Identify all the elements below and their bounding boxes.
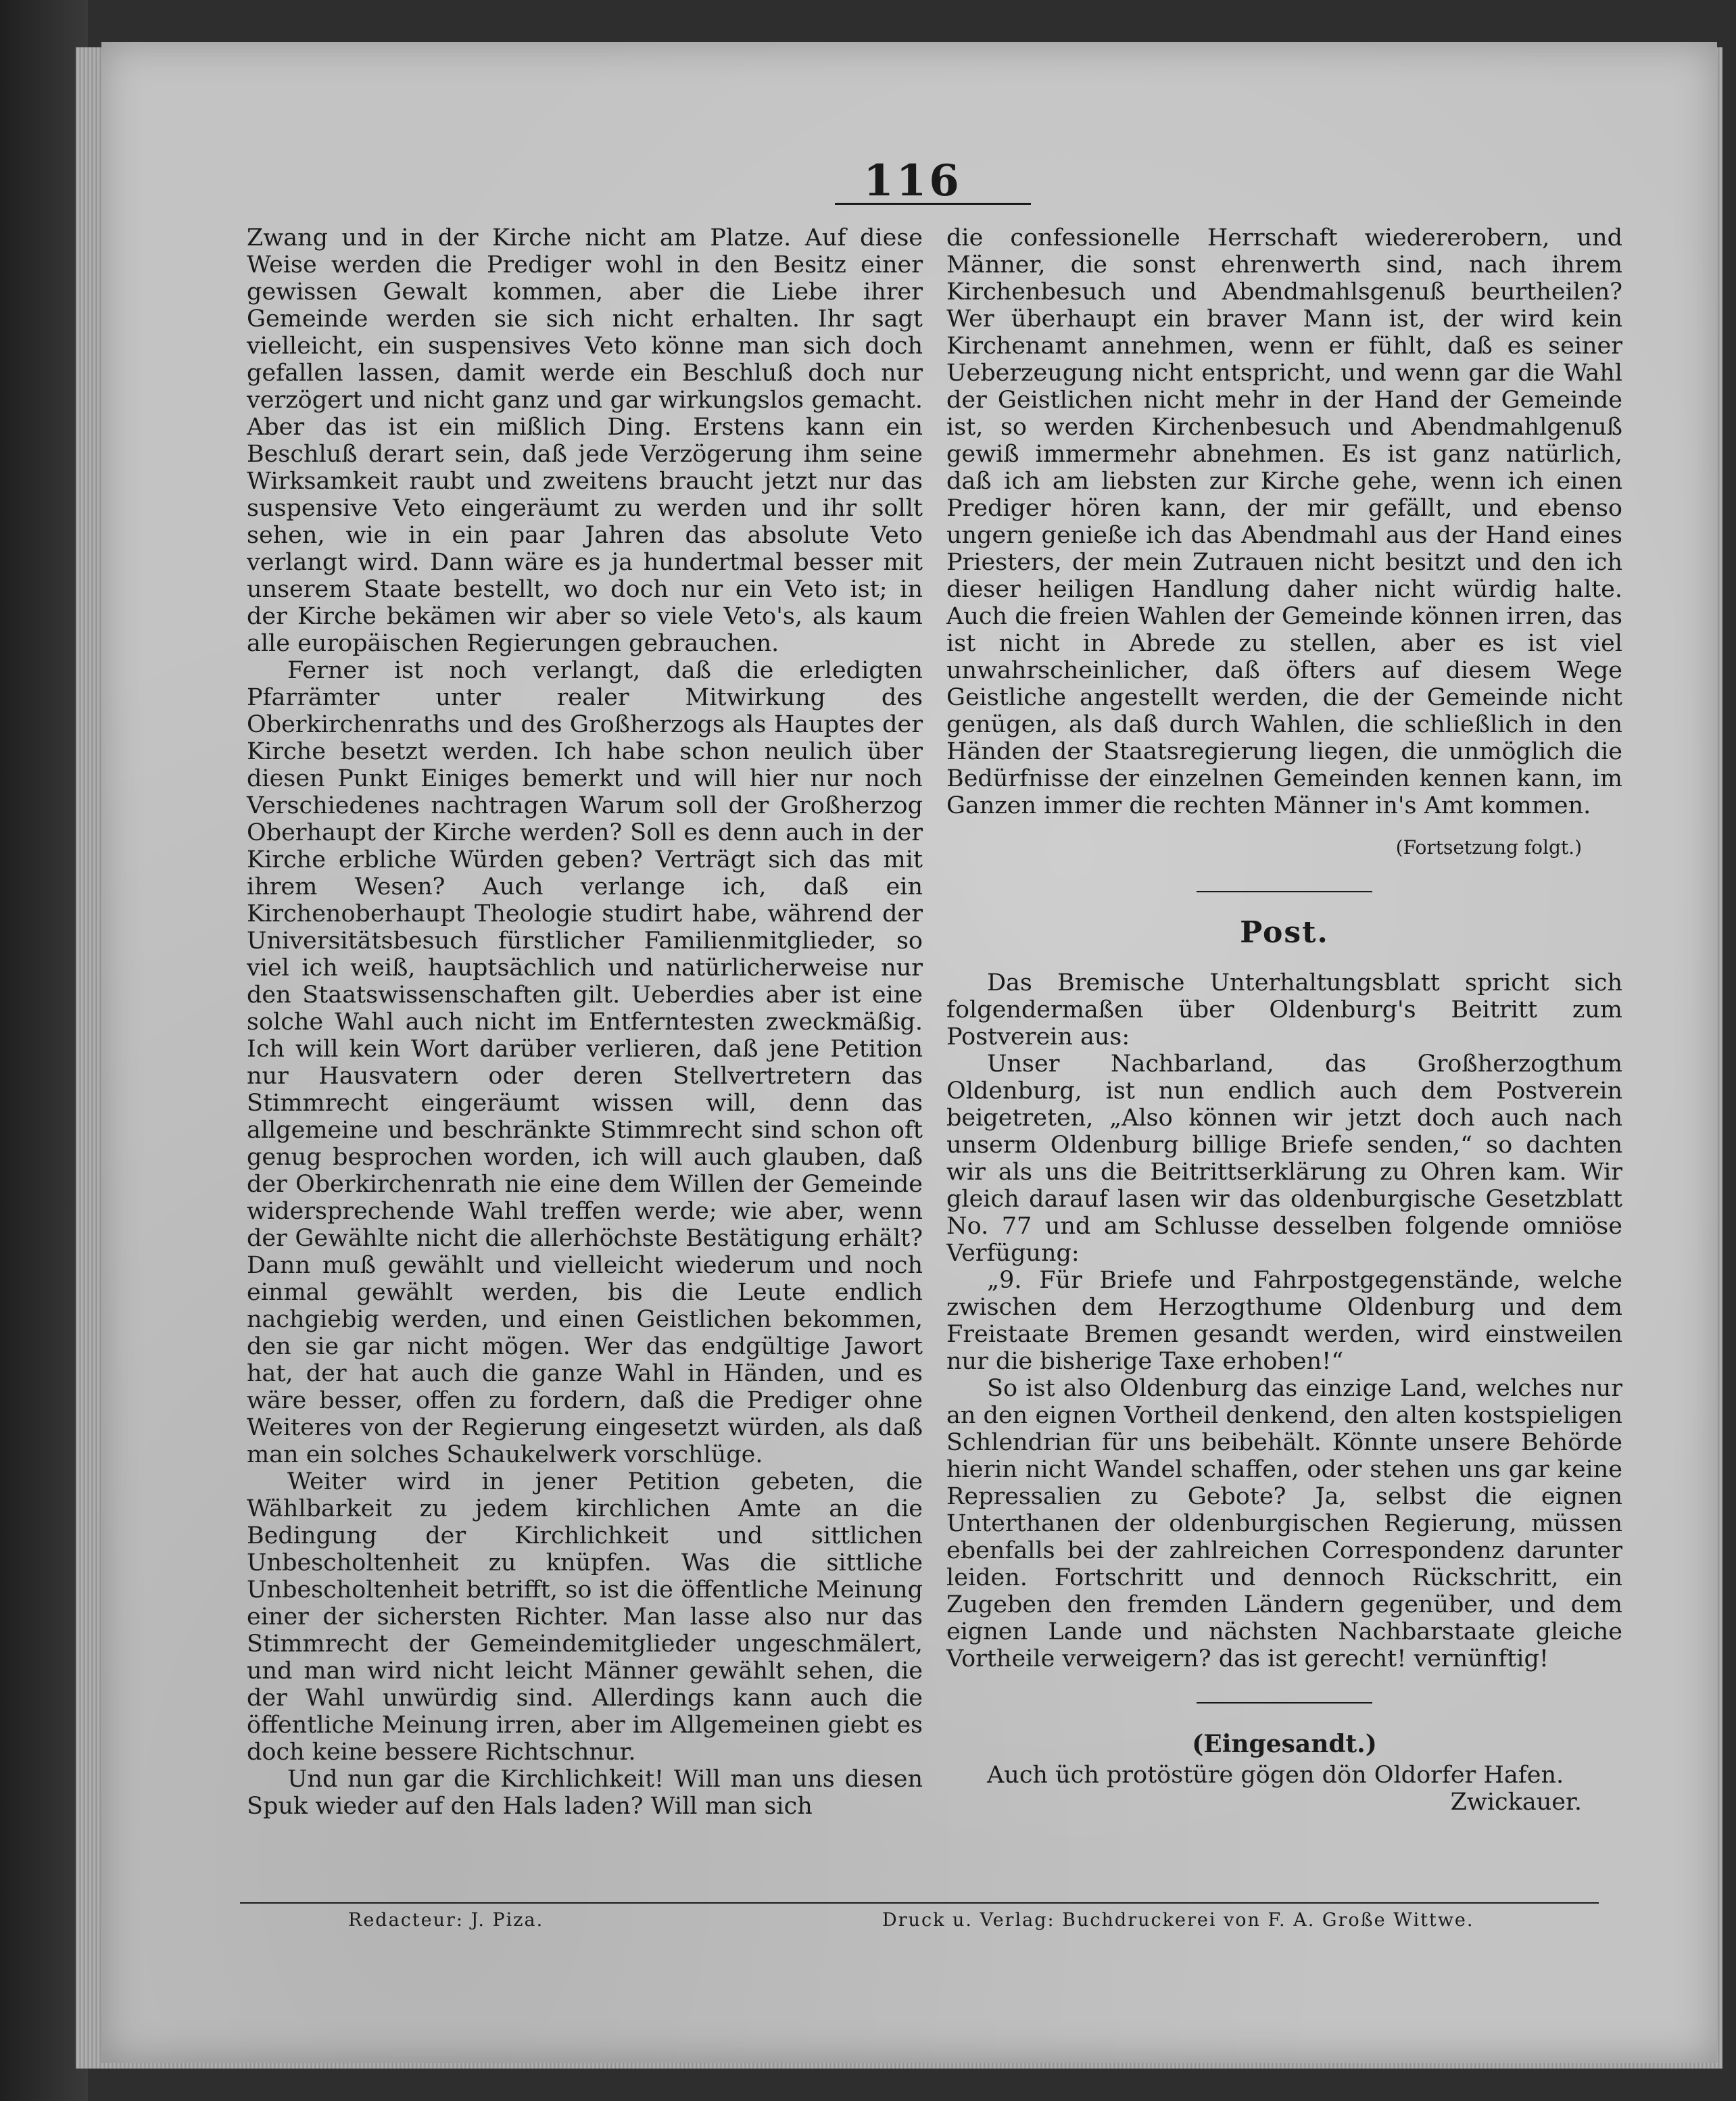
header-rule	[835, 203, 1031, 205]
eingesandt-text: Auch üch protöstüre gögen dön Oldorfer Hafen.	[987, 1762, 1564, 1789]
editor-credit: Redacteur: J. Piza.	[348, 1910, 544, 1931]
left-paragraph: Und nun gar die Kirchlichkeit! Will man uns diesen Spuk wieder auf den Hals laden? Will man sich	[247, 1766, 923, 1820]
post-paragraph: Unser Nachbarland, das Großherzogthum Oldenburg, ist nun endlich auch dem Postverein beigetreten, „Also können wir jetzt doch auch nach unserm Oldenburg billige Briefe senden,“ so dachten wir als uns die Beitrittserklärung zu Ohren kam. Wir gleich darauf lasen wir das oldenburgische Gesetzblatt No. 77 und am Schlusse desselben folgende omniöse Verfügung:	[946, 1050, 1622, 1267]
newspaper-page	[101, 42, 1717, 2063]
publisher-credit: Druck u. Verlag: Buchdruckerei von F. A. Große Wittwe.	[882, 1910, 1474, 1931]
right-paragraph-continuation: die confessionelle Herrschaft wiedererobern, und Männer, die sonst ehrenwerth sind, nach ihrem Kirchenbesuch und Abendmahlsgenuß beurtheilen? Wer überhaupt ein braver Mann ist, der wird kein Kirchenamt annehmen, wenn er fühlt, daß es seiner Ueberzeugung nicht entspricht, und wenn gar die Wahl der Geistlichen nicht mehr in der Hand der Gemeinde ist, so werden Kirchenbesuch und Abendmahlgenuß gewiß immermehr abnehmen. Es ist ganz natürlich, daß ich am liebsten zur Kirche gehe, wenn ich einen Prediger hören kann, der mir gefällt, und ebenso ungern genieße ich das Abendmahl aus der Hand eines Priesters, der mein Zutrauen nicht besitzt und den ich dieser heiligen Handlung daher nicht würdig halte. Auch die freien Wahlen der Gemeinde können irren, das ist nicht in Abrede zu stellen, aber es ist viel unwahrscheinlicher, daß öfters auf diesem Wege Geistliche angestellt werden, die der Gemeinde nicht genügen, als daß durch Wahlen, die schließlich in den Händen der Staatsregierung liegen, die unmöglich die Bedürfnisse der einzelnen Gemeinden kennen kann, im Ganzen immer die rechten Männer in's Amt kommen.	[946, 224, 1622, 819]
post-paragraph: So ist also Oldenburg das einzige Land, welches nur an den eignen Vortheil denkend, den alten kostspieligen Schlendrian für uns beibehält. Könnte unsere Behörde hierin nicht Wandel schaffen, oder stehen uns gar keine Repressalien zu Gebote? Ja, selbst die eignen Unterthanen der oldenburgischen Regierung, müssen ebenfalls bei der zahlreichen Correspondenz darunter leiden. Fortschritt und dennoch Rückschritt, ein Zugeben den fremden Ländern gegenüber, und dem eignen Lande und nächsten Nachbarstaate gleiche Vortheile verweigern? das ist gerecht! vernünftig!	[946, 1375, 1622, 1672]
left-column	[247, 224, 923, 1820]
post-article	[946, 969, 1622, 1672]
left-paragraph: Zwang und in der Kirche nicht am Platze. Auf diese Weise werden die Prediger wohl in den Besitz einer gewissen Gewalt kommen, aber die Liebe ihrer Gemeinde werden sie sich nicht erhalten. Ihr sagt vielleicht, ein suspensives Veto könne man sich doch gefallen lassen, damit werde ein Beschluß doch nur verzögert und nicht ganz und gar wirkungslos gemacht. Aber das ist ein mißlich Ding. Erstens kann ein Beschluß derart sein, daß jede Verzögerung ihm seine Wirksamkeit raubt und zweitens braucht jetzt nur das suspensive Veto eingeräumt zu werden und ihr sollt sehen, wie in ein paar Jahren das absolute Veto verlangt wird. Dann wäre es ja hundertmal besser mit unserem Staate bestellt, wo doch nur ein Veto ist; in der Kirche bekämen wir aber so viele Veto's, als kaum alle europäischen Regierungen gebrauchen.	[247, 224, 923, 657]
page-number: 116	[863, 155, 962, 206]
section-divider	[1197, 891, 1372, 892]
left-paragraph: Ferner ist noch verlangt, daß die erledigten Pfarrämter unter realer Mitwirkung des Oberkirchenraths und des Großherzogs als Hauptes der Kirche besetzt werden. Ich habe schon neulich über diesen Punkt Einiges bemerkt und will hier nur noch Verschiedenes nachtragen Warum soll der Großherzog Oberhaupt der Kirche werden? Soll es denn auch in der Kirche erbliche Würden geben? Verträgt sich das mit ihrem Wesen? Auch verlange ich, daß ein Kirchenoberhaupt Theologie studirt habe, während der Universitätsbesuch fürstlicher Familienmitglieder, so viel ich weiß, hauptsächlich und natürlicherweise nur den Staatswissenschaften gilt. Ueberdies aber ist eine solche Wahl auch nicht im Entferntesten zweckmäßig. Ich will kein Wort darüber verlieren, daß jene Petition nur Hausvatern oder deren Stellvertretern das Stimmrecht eingeräumt wissen will, denn das allgemeine und beschränkte Stimmrecht sind schon oft genug besprochen worden, ich will auch glauben, daß der Oberkirchenrath nie eine dem Willen der Gemeinde widersprechende Wahl treffen werde; wie aber, wenn der Gewählte nicht die allerhöchste Bestätigung erhält? Dann muß gewählt und vielleicht wiederum und noch einmal gewählt werden, bis die Leute endlich nachgiebig werden, und einen Geistlichen bekommen, den sie gar nicht mögen. Wer das endgültige Jawort hat, der hat auch die ganze Wahl in Händen, und es wäre besser, offen zu fordern, daß die Prediger ohne Weiteres von der Regierung eingesetzt würden, als daß man ein solches Schaukelwerk vorschlüge.	[247, 657, 923, 1468]
continued-note: (Fortsetzung folgt.)	[1395, 836, 1582, 859]
left-paragraph: Weiter wird in jener Petition gebeten, die Wählbarkeit zu jedem kirchlichen Amte an die Bedingung der Kirchlichkeit und sittlichen Unbescholtenheit zu knüpfen. Was die sittliche Unbescholtenheit betrifft, so ist die öffentliche Meinung einer der sichersten Richter. Man lasse also nur das Stimmrecht der Gemeindemitglieder ungeschmälert, und man wird nicht leicht Männer gewählt sehen, die der Wahl unwürdig sind. Allerdings kann auch die öffentliche Meinung irren, aber im Allgemeinen giebt es doch keine bessere Richtschnur.	[247, 1468, 923, 1766]
post-section-title: Post.	[1240, 915, 1329, 950]
eingesandt-title: (Eingesandt.)	[1192, 1730, 1377, 1758]
post-paragraph: Das Bremische Unterhaltungsblatt spricht sich folgendermaßen über Oldenburg's Beitritt zum Postverein aus:	[946, 969, 1622, 1050]
footer-rule	[240, 1902, 1599, 1904]
eingesandt-signature: Zwickauer.	[1450, 1789, 1582, 1816]
section-divider	[1197, 1702, 1372, 1704]
post-paragraph: „9. Für Briefe und Fahrpostgegenstände, welche zwischen dem Herzogthume Oldenburg und dem Freistaate Bremen gesandt werden, wird einstweilen nur die bisherige Taxe erhoben!“	[946, 1267, 1622, 1375]
right-column	[946, 224, 1622, 1816]
scanner-backdrop	[0, 0, 88, 2101]
